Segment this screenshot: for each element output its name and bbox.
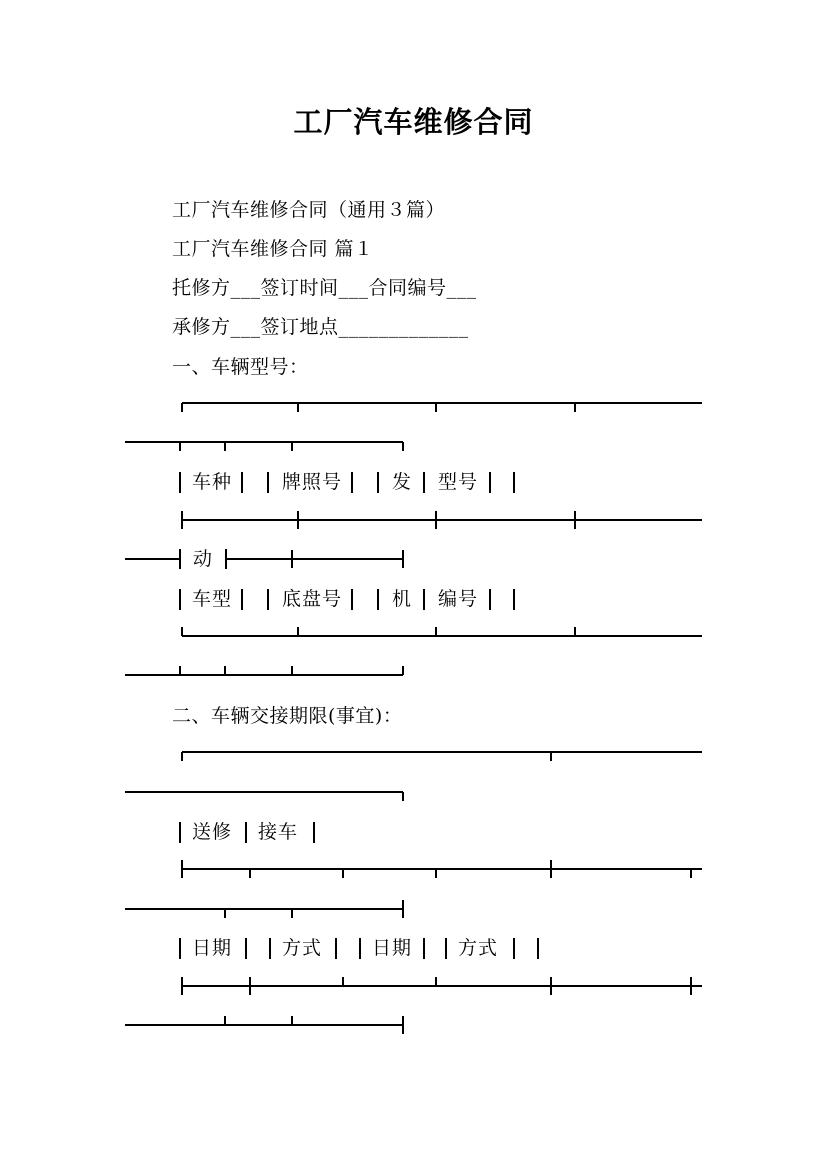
table1-cell-engine-bottom: 机: [392, 588, 413, 610]
paragraph-contractor-line: 承修方___签订地点_____________: [172, 316, 469, 338]
table2-cell-pickup: 接车: [258, 821, 299, 843]
paragraph-part-heading: 工厂汽车维修合同 篇１: [172, 238, 374, 260]
table1-cell-engine-top: 发: [392, 471, 413, 493]
table1-cell-serial-number: 编号: [438, 588, 479, 610]
section-vehicle-model-heading: 一、车辆型号：: [172, 356, 309, 378]
section-handover-heading: 二、车辆交接期限(事宜)：: [172, 705, 403, 727]
table1-cell-engine-middle: 动: [193, 548, 214, 570]
paragraph-subtitle: 工厂汽车维修合同（通用３篇）: [172, 199, 446, 221]
table1-cell-vehicle-model: 车型: [192, 588, 233, 610]
table2-cell-date-1: 日期: [192, 937, 233, 959]
table2-cell-date-2: 日期: [372, 937, 413, 959]
paragraph-client-line: 托修方___签订时间___合同编号___: [172, 277, 477, 299]
document-title: 工厂汽车维修合同: [293, 105, 534, 139]
table1-cell-model: 型号: [438, 471, 479, 493]
table2-cell-send-repair: 送修: [192, 821, 233, 843]
table1-cell-vehicle-type: 车种: [192, 471, 233, 493]
table1-cell-plate-number: 牌照号: [282, 471, 343, 493]
table1-cell-chassis-number: 底盘号: [282, 588, 343, 610]
table2-cell-method-2: 方式: [458, 937, 499, 959]
table2-cell-method-1: 方式: [282, 937, 323, 959]
